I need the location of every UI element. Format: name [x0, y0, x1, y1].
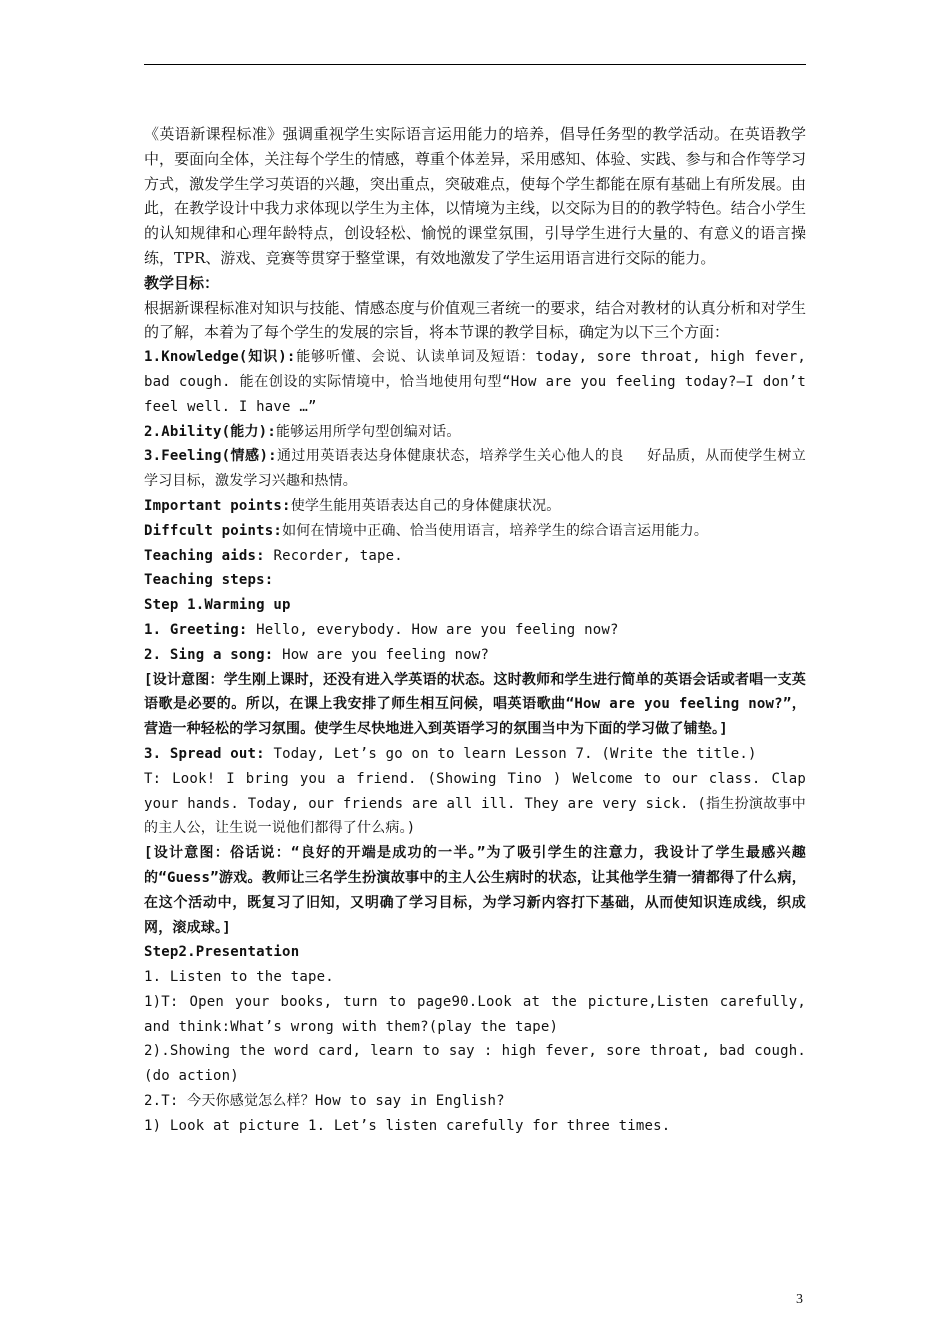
feeling-text: 通过用英语表达身体健康状态，培养学生关心他人的良 好品质，从而使学生树立学习目标，激发学习兴趣和热情。	[144, 448, 806, 490]
page-number: 3	[796, 1292, 803, 1307]
intro-paragraph: 《英语新课程标准》强调重视学生实际语言运用能力的培养，倡导任务型的教学活动。在英语教学中，要面向全体，关注每个学生的情感，尊重个体差异，采用感知、体验、实践、参与和合作等学习方式，激发学生学习英语的兴趣，突出重点，突破难点，使每个学生都能在原有基础上有所发展。由此，在教学设计中我力求体现以学生为主体，以情境为主线，以交际为目的的教学特色。结合小学生的认知规律和心理年龄特点，创设轻松、愉悦的课堂氛围，引导学生进行大量的、有意义的语言操练，TPR、游戏、竞赛等贯穿于整堂课，有效地激发了学生运用语言进行交际的能力。	[144, 125, 806, 267]
important-label: Important points:	[144, 497, 291, 514]
listen-tape-line: 1. Listen to the tape.	[144, 969, 334, 986]
aids-label: Teaching aids:	[144, 547, 265, 564]
ability-text: 能够运用所学句型创编对话。	[275, 423, 461, 440]
ability-label: 2.Ability(能力):	[144, 423, 276, 440]
document-body	[144, 122, 806, 1139]
spread-line	[144, 742, 806, 767]
knowledge-label: 1.Knowledge(知识):	[144, 349, 296, 366]
song-label: 2. Sing a song:	[144, 646, 274, 663]
open-books-line: 1)T: Open your books, turn to page90.Look at the picture,Listen carefully, and think:What’s wrong with them?(play the tape)	[144, 993, 806, 1035]
greeting-line	[144, 618, 806, 643]
difficult-text: 如何在情境中正确、恰当使用语言，培养学生的综合语言运用能力。	[282, 522, 709, 539]
spread-text: Today, Let’s go on to learn Lesson 7. (Write the title.)	[264, 745, 757, 762]
ability-objective	[144, 420, 806, 445]
steps-heading: Teaching steps:	[144, 572, 274, 589]
look-picture-line: 1) Look at picture 1. Let’s listen carefully for three times.	[144, 1117, 671, 1134]
song-line	[144, 643, 806, 668]
feeling-label: 3.Feeling(情感):	[144, 448, 277, 465]
teacher-look-line: T: Look! I bring you a friend. (Showing Tino ) Welcome to our class. Clap your hands. Today, our friends are all ill. They are very sick. (指生扮演故事中的主人公，让生说一说他们都得了什么病。)	[144, 770, 806, 837]
step2-heading: Step2.Presentation	[144, 944, 300, 961]
header-rule	[144, 64, 806, 65]
design-note-1: [设计意图：学生刚上课时，还没有进入学英语的状态。这时教师和学生进行简单的英语会话或者唱一支英语歌是必要的。所以，在课上我安排了师生相互问候，唱英语歌曲“How are you feeling now?”，营造一种轻松的学习氛围。使学生尽快地进入到英语学习的氛围当中为下面的学习做了铺垫。]	[144, 671, 806, 738]
important-points	[144, 494, 806, 519]
difficult-label: Diffcult points:	[144, 522, 283, 539]
important-text: 使学生能用英语表达自己的身体健康状况。	[290, 497, 561, 514]
aids-text: Recorder, tape.	[264, 547, 403, 564]
how-say-line: 2.T: 今天你感觉怎么样？How to say in English?	[144, 1093, 505, 1110]
spread-label: 3. Spread out:	[144, 745, 265, 762]
teaching-aids	[144, 544, 806, 569]
word-card-line: 2).Showing the word card, learn to say : high fever, sore throat, bad cough.(do action)	[144, 1043, 806, 1085]
knowledge-text: 能够听懂、会说、认读单词及短语：today, sore throat, high fever, bad cough. 能在创设的实际情境中，恰当地使用句型“How are you feeling today?—I don’t feel well. I have …”	[144, 349, 806, 415]
song-text: How are you feeling now?	[273, 646, 490, 663]
difficult-points	[144, 519, 806, 544]
objectives-heading: 教学目标：	[144, 273, 220, 292]
design-note-2: [设计意图：俗话说：“良好的开端是成功的一半。”为了吸引学生的注意力，我设计了学生最感兴趣的“Guess”游戏。教师让三名学生扮演故事中的主人公生病时的状态，让其他学生猜一猜都得了什么病，在这个活动中，既复习了旧知，又明确了学习目标，为学习新内容打下基础，从而使知识连成线，织成网，滚成球。]	[144, 845, 806, 936]
greeting-label: 1. Greeting:	[144, 621, 248, 638]
step1-heading: Step 1.Warming up	[144, 597, 291, 614]
greeting-text: Hello, everybody. How are you feeling now?	[247, 621, 619, 638]
objectives-paragraph: 根据新课程标准对知识与技能、情感态度与价值观三者统一的要求，结合对教材的认真分析和对学生的了解，本着为了每个学生的发展的宗旨，将本节课的教学目标，确定为以下三个方面：	[144, 298, 806, 342]
knowledge-objective	[144, 345, 806, 419]
feeling-objective	[144, 444, 806, 494]
